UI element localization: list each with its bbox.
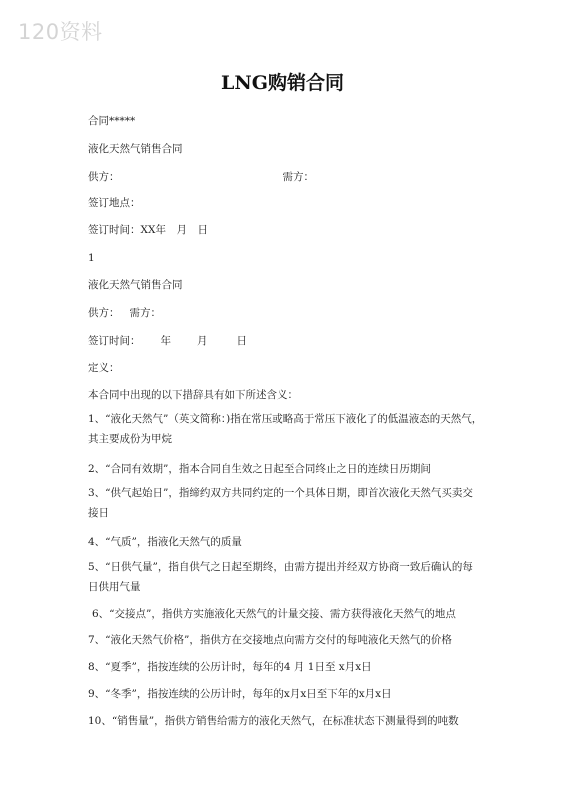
definition-heading: 定义： (88, 362, 120, 374)
definition-intro: 本合同中出现的以下措辞具有如下所述含义： (88, 389, 298, 401)
definition-item-10: 10、“销售量”，指供方销售给需方的液化天然气，在标准状态下测量得到的吨数 (88, 715, 459, 727)
contract-number: 合同***** (88, 115, 136, 127)
sign-time: 签订时间：XX年 月 日 (88, 224, 208, 236)
definition-item-3: 3、“供气起始日”，指缔约双方共同约定的一个具体日期，即首次液化天然气买卖交接日 (88, 487, 473, 519)
definition-item-6: 6、“交接点”，指供方实施液化天然气的计量交接、需方获得液化天然气的地点 (92, 608, 456, 620)
year-label: 年 (160, 335, 171, 347)
definition-item-4: 4、“气质”，指液化天然气的质量 (88, 536, 242, 548)
document-title: LNG购销合同 (221, 72, 344, 94)
demand-label-2: 需方： (129, 307, 161, 319)
party-line (88, 170, 314, 184)
page-number: 1 (88, 252, 95, 264)
day-label: 日 (236, 335, 247, 347)
party-line-2 (88, 306, 161, 320)
month-label: 月 (197, 335, 208, 347)
demand-label: 需方： (282, 171, 314, 183)
supply-label: 供方： (88, 171, 120, 183)
sign-time-2 (88, 334, 247, 348)
definition-item-2: 2、“合同有效期”，指本合同自生效之日起至合同终止之日的连续日历期间 (88, 463, 431, 475)
definition-item-5: 5、“日供气量”，指自供气之日起至期终，由需方提出并经双方协商一致后确认的每日供用气量 (88, 561, 473, 593)
subtitle-sales-contract-2: 液化天然气销售合同 (88, 279, 183, 291)
supply-label-2: 供方： (88, 307, 120, 319)
definition-item-8: 8、“夏季”，指按连续的公历计时，每年的4 月 1日至 x月x日 (88, 661, 372, 673)
definition-item-9: 9、“冬季”，指按连续的公历计时，每年的x月x日至下年的x月x日 (88, 688, 392, 700)
definition-item-7: 7、“液化天然气价格”，指供方在交接地点向需方交付的每吨液化天然气的价格 (88, 634, 452, 646)
watermark: 120资料 (18, 20, 103, 44)
sign-place: 签订地点： (88, 197, 141, 209)
subtitle-sales-contract: 液化天然气销售合同 (88, 143, 183, 155)
definition-item-1: 1、“液化天然气”（英文简称：)指在常压或略高于常压下液化了的低温液态的天然气，其主要成份为甲烷 (88, 413, 483, 445)
sign-time-2-label: 签订时间： (88, 335, 141, 347)
